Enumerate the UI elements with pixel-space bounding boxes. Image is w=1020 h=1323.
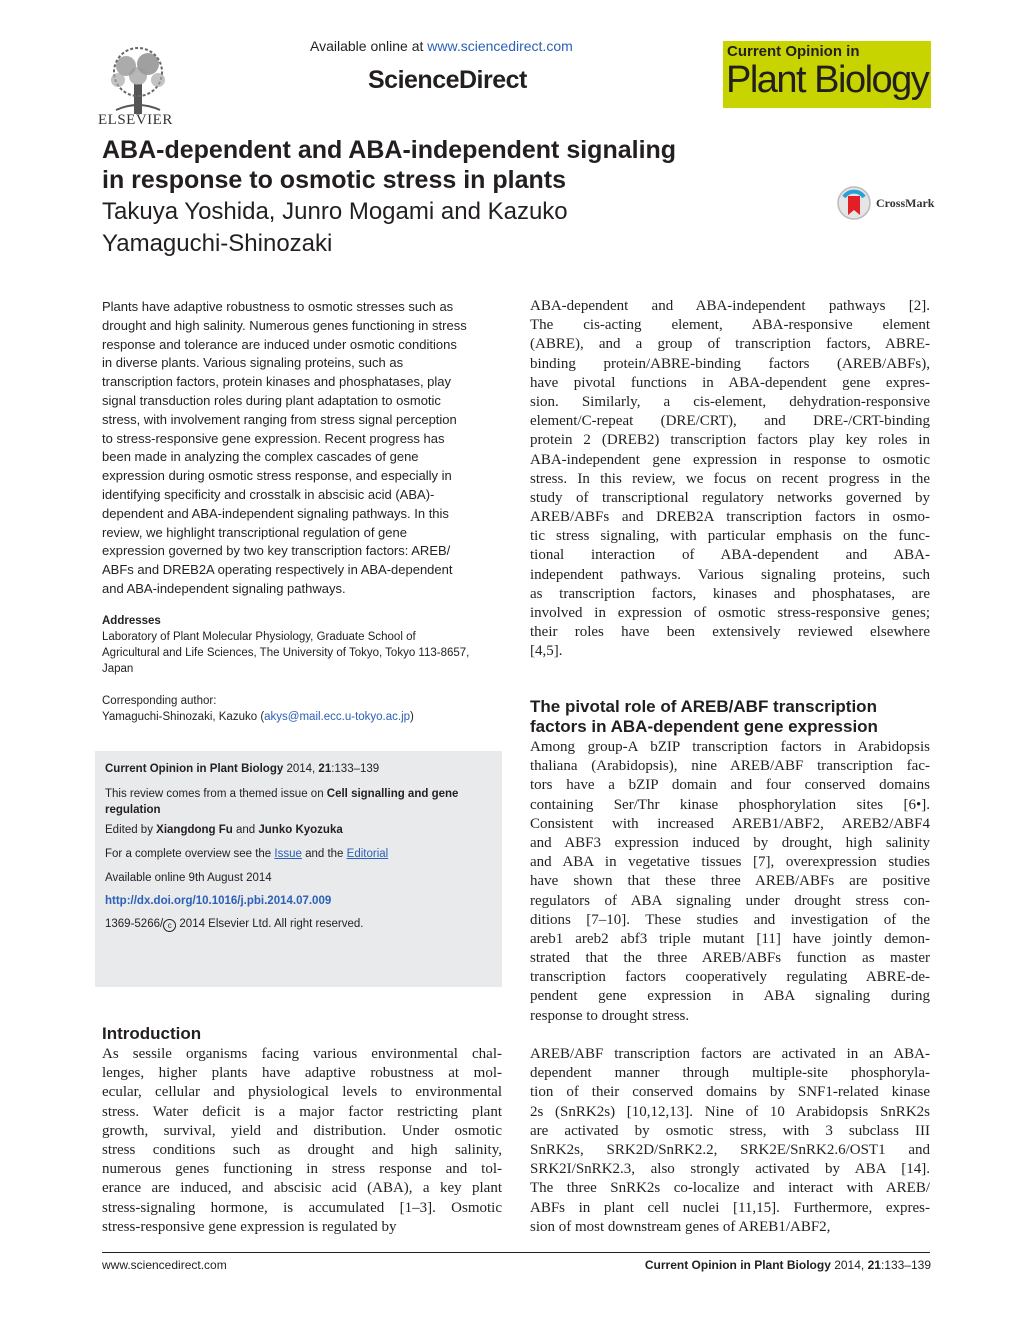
text-line: have pivotal functions in ABA-dependent gene expres-	[530, 374, 930, 391]
section-heading-line-1: The pivotal role of AREB/ABF transcription	[530, 697, 877, 716]
text-line: been made in analyzing the complex cascades of gene	[102, 449, 419, 465]
text-line: Laboratory of Plant Molecular Physiology, Graduate School of	[102, 631, 416, 643]
info-box	[95, 751, 502, 987]
info-copyright-rest: 2014 Elsevier Ltd. All right reserved.	[176, 918, 364, 930]
info-overview-and: and the	[301, 848, 347, 860]
corresponding-close: )	[410, 711, 414, 723]
text-line: pendent gene expression in ABA signaling during	[530, 988, 930, 1005]
copyright-icon: c	[163, 919, 176, 932]
journal-badge	[723, 41, 931, 108]
title-line-1: ABA-dependent and ABA-independent signaling	[102, 136, 677, 164]
article-authors	[102, 196, 568, 260]
text-line: Japan	[102, 663, 134, 675]
text-line: strated that the three AREB/ABFs function as master	[530, 950, 930, 967]
text-line: thaliana (Arabidopsis), nine AREB/ABF transcription fac-	[530, 758, 930, 775]
elsevier-logo	[96, 44, 180, 130]
right-para-1	[530, 297, 930, 662]
info-overview	[105, 848, 388, 860]
right-para-3	[530, 1045, 930, 1237]
text-line: identifying specificity and crosstalk in abscisic acid (ABA)-	[102, 486, 435, 502]
footer-volume: 21	[867, 1258, 881, 1272]
text-line: tional interaction of ABA-dependent and ABA-	[530, 547, 930, 564]
info-copyright-pre: 1369-5266/	[105, 918, 164, 930]
editorial-link[interactable]: Editorial	[346, 848, 389, 860]
text-line: tic stress signaling, with particular emphasis on the func-	[530, 528, 930, 545]
text-line: involved in expression of osmotic stress-responsive genes;	[530, 605, 930, 621]
available-online	[310, 38, 573, 54]
text-line: stress conditions such as drought and high salinity,	[102, 1141, 502, 1158]
text-line: ABA-independent gene expression in response to osmotic	[530, 451, 930, 468]
info-editor-2: Junko Kyozuka	[258, 824, 343, 836]
addresses-heading: Addresses	[102, 615, 161, 627]
text-line: element/C-repeat (DRE/CRT), and DRE-/CRT-binding	[530, 413, 930, 430]
issue-link[interactable]: Issue	[274, 848, 302, 860]
title-line-2: in response to osmotic stress in plants	[102, 166, 567, 194]
elsevier-tree-icon	[96, 44, 180, 116]
info-available: Available online 9th August 2014	[105, 872, 272, 884]
corresponding-name: Yamaguchi-Shinozaki, Kazuko (	[102, 711, 265, 723]
corresponding-heading: Corresponding author:	[102, 695, 217, 707]
introduction-body	[102, 1045, 502, 1237]
text-line: areb1 areb2 abf3 triple mutant [11] have jointly demon-	[530, 930, 930, 947]
text-line: Consistent with increased AREB1/ABF2, AREB2/ABF4	[530, 815, 930, 832]
info-year: 2014,	[283, 763, 319, 775]
text-line: The cis-acting element, ABA-responsive element	[530, 317, 930, 334]
text-line: ABFs and DREB2A operating respectively in ABA-dependent	[102, 562, 453, 578]
text-line: transcription factors, protein kinases and phosphatases, play	[102, 374, 452, 390]
available-prefix: Available online at	[310, 38, 428, 54]
text-line: AREB/ABFs and DREB2A transcription factors in osmo-	[530, 509, 930, 526]
footer-citation	[645, 1258, 931, 1272]
text-line: response and tolerance are induced under osmotic conditions	[102, 336, 457, 352]
text-line: SnRK2s, SRK2D/SnRK2.2, SRK2E/SnRK2.6/OST1 and	[530, 1141, 930, 1158]
text-line: response to drought stress.	[530, 1007, 690, 1024]
text-line: Plants have adaptive robustness to osmotic stresses such as	[102, 299, 454, 314]
info-edited-pre: Edited by	[105, 824, 157, 836]
info-pages: :133–139	[331, 763, 380, 775]
text-line: ABA-dependent and ABA-independent pathways [2].	[530, 298, 930, 314]
doi-link[interactable]: http://dx.doi.org/10.1016/j.pbi.2014.07.009	[105, 895, 332, 907]
text-line: Agricultural and Life Sciences, The University of Tokyo, Tokyo 113-8657,	[102, 647, 470, 659]
crossmark-badge[interactable]	[836, 185, 936, 221]
text-line: stress, with involvement ranging from stress signal perception	[102, 411, 457, 427]
text-line: lenges, higher plants have adaptive robustness at mol-	[102, 1065, 502, 1082]
crossmark-label: CrossMark	[876, 196, 935, 210]
article-title	[102, 135, 676, 195]
text-line: (ABRE), and a group of transcription factors, ABRE-	[530, 336, 930, 353]
text-line: [4,5].	[530, 643, 563, 660]
text-line: expression governed by two key transcription factors: AREB/	[102, 543, 451, 559]
text-line: drought and high salinity. Numerous genes functioning in stress	[102, 317, 467, 333]
text-line: signal transduction roles during plant adaptation to osmotic	[102, 392, 441, 408]
text-line: sion of most downstream genes of AREB1/ABF2,	[530, 1218, 831, 1235]
text-line: their roles have been extensively reviewed elsewhere	[530, 624, 930, 641]
text-line: stress. In this review, we focus on recent progress in the	[530, 470, 930, 487]
info-journal: Current Opinion in Plant Biology	[105, 763, 284, 775]
text-line: independent pathways. Various signaling proteins, such	[530, 566, 930, 583]
info-copyright	[105, 918, 364, 932]
section-heading	[530, 697, 878, 737]
text-line: as transcription factors, kinases and phosphatases, are	[530, 585, 930, 602]
text-line: 2s (SnRK2s) [10,12,13]. Nine of 10 Arabidopsis SnRK2s	[530, 1103, 930, 1120]
text-line: sion. Similarly, a cis-element, dehydration-responsive	[530, 393, 930, 410]
info-overview-pre: For a complete overview see the	[105, 848, 275, 860]
text-line: Among group-A bZIP transcription factors in Arabidopsis	[530, 739, 930, 755]
corresponding-author	[102, 693, 497, 725]
footer-year: 2014,	[830, 1258, 868, 1272]
info-theme-bold-2: regulation	[105, 804, 161, 816]
text-line: tion of their conserved domains by SNF1-related kinase	[530, 1084, 930, 1101]
text-line: ABFs in plant cell nuclei [11,15]. Furthermore, expres-	[530, 1199, 930, 1216]
info-editor-1: Xiangdong Fu	[156, 824, 233, 836]
corresponding-email-link[interactable]: akys@mail.ecc.u-tokyo.ac.jp	[264, 711, 411, 723]
text-line: numerous genes functioning in stress response and tol-	[102, 1161, 502, 1178]
introduction-heading: Introduction	[102, 1024, 202, 1043]
text-line: stress-responsive gene expression is regulated by	[102, 1218, 397, 1235]
text-line: stress. Water deficit is a major factor restricting plant	[102, 1103, 502, 1120]
authors-line-1: Takuya Yoshida, Junro Mogami and Kazuko	[102, 198, 568, 225]
journal-badge-top: Current Opinion in	[727, 43, 860, 60]
crossmark-icon	[836, 185, 872, 221]
text-line: erance are induced, and abscisic acid (ABA), a key plant	[102, 1180, 502, 1197]
info-editors	[105, 824, 343, 836]
text-line: study of transcriptional regulatory networks governed by	[530, 489, 930, 506]
footer-rule	[102, 1252, 930, 1253]
info-volume: 21	[318, 763, 332, 775]
text-line: ditions [7–10]. These studies and investigation of the	[530, 911, 930, 928]
info-theme-pre: This review comes from a themed issue on	[105, 788, 327, 800]
sciencedirect-wordmark: ScienceDirect	[368, 66, 527, 94]
text-line: ecular, cellular and physiological levels to environmental	[102, 1084, 502, 1101]
footer-pages: :133–139	[880, 1258, 931, 1272]
footer-url-link[interactable]: www.sciencedirect.com	[102, 1258, 227, 1272]
text-line: review, we highlight transcriptional regulation of gene	[102, 524, 407, 540]
text-line: and ABA in vegetative tissues [7], overexpression studies	[530, 854, 930, 871]
journal-badge-bottom: Plant Biology	[726, 59, 929, 101]
text-line: transcription factors cooperatively regulating ABRE-de-	[530, 969, 930, 986]
text-line: are activated by osmotic stress, with 3 subclass III	[530, 1122, 930, 1139]
text-line: expression during osmotic stress response, and especially in	[102, 468, 452, 484]
info-edited-and: and	[232, 824, 259, 836]
footer-journal: Current Opinion in Plant Biology	[644, 1258, 831, 1272]
info-theme	[105, 786, 458, 818]
addresses	[102, 613, 497, 677]
sciencedirect-url-link[interactable]: www.sciencedirect.com	[427, 38, 573, 54]
text-line: and ABA-independent signaling pathways.	[102, 580, 346, 596]
text-line: The three SnRK2s co-localize and interact with AREB/	[530, 1180, 930, 1197]
text-line: in diverse plants. Various signaling proteins, such as	[102, 355, 404, 371]
text-line: binding protein/ABRE-binding factors (AREB/ABFs),	[530, 355, 930, 372]
text-line: SRK2I/SnRK2.3, also strongly activated by ABA [14].	[530, 1161, 930, 1178]
text-line: containing Ser/Thr kinase phosphorylation sites [6•].	[530, 796, 930, 813]
abstract	[102, 298, 492, 599]
text-line: tors have a bZIP domain and four conserved domains	[530, 777, 930, 794]
text-line: protein 2 (DREB2) transcription factors play key roles in	[530, 432, 930, 449]
text-line: have shown that these three AREB/ABFs are positive	[530, 873, 930, 890]
text-line: stress-signaling hormone, is accumulated [1–3]. Osmotic	[102, 1199, 502, 1216]
authors-line-2: Yamaguchi-Shinozaki	[102, 230, 333, 257]
text-line: growth, survival, yield and distribution. Under osmotic	[102, 1122, 502, 1139]
text-line: dependent and ABA-independent signaling pathways. In this	[102, 505, 449, 521]
text-line: dependent manner through multiple-site phosphoryla-	[530, 1065, 930, 1082]
section-heading-line-2: factors in ABA-dependent gene expression	[530, 717, 878, 736]
text-line: regulators of ABA signaling under drought stress con-	[530, 892, 930, 909]
text-line: to stress-responsive gene expression. Recent progress has	[102, 430, 445, 446]
right-para-2	[530, 738, 930, 1026]
info-theme-bold-1: Cell signalling and gene	[326, 788, 459, 800]
elsevier-wordmark: ELSEVIER	[98, 112, 173, 128]
info-citation	[105, 763, 379, 775]
text-line: and ABF3 expression induced by drought, high salinity	[530, 834, 930, 851]
text-line: AREB/ABF transcription factors are activated in an ABA-	[530, 1046, 930, 1062]
text-line: As sessile organisms facing various environmental chal-	[102, 1046, 502, 1062]
